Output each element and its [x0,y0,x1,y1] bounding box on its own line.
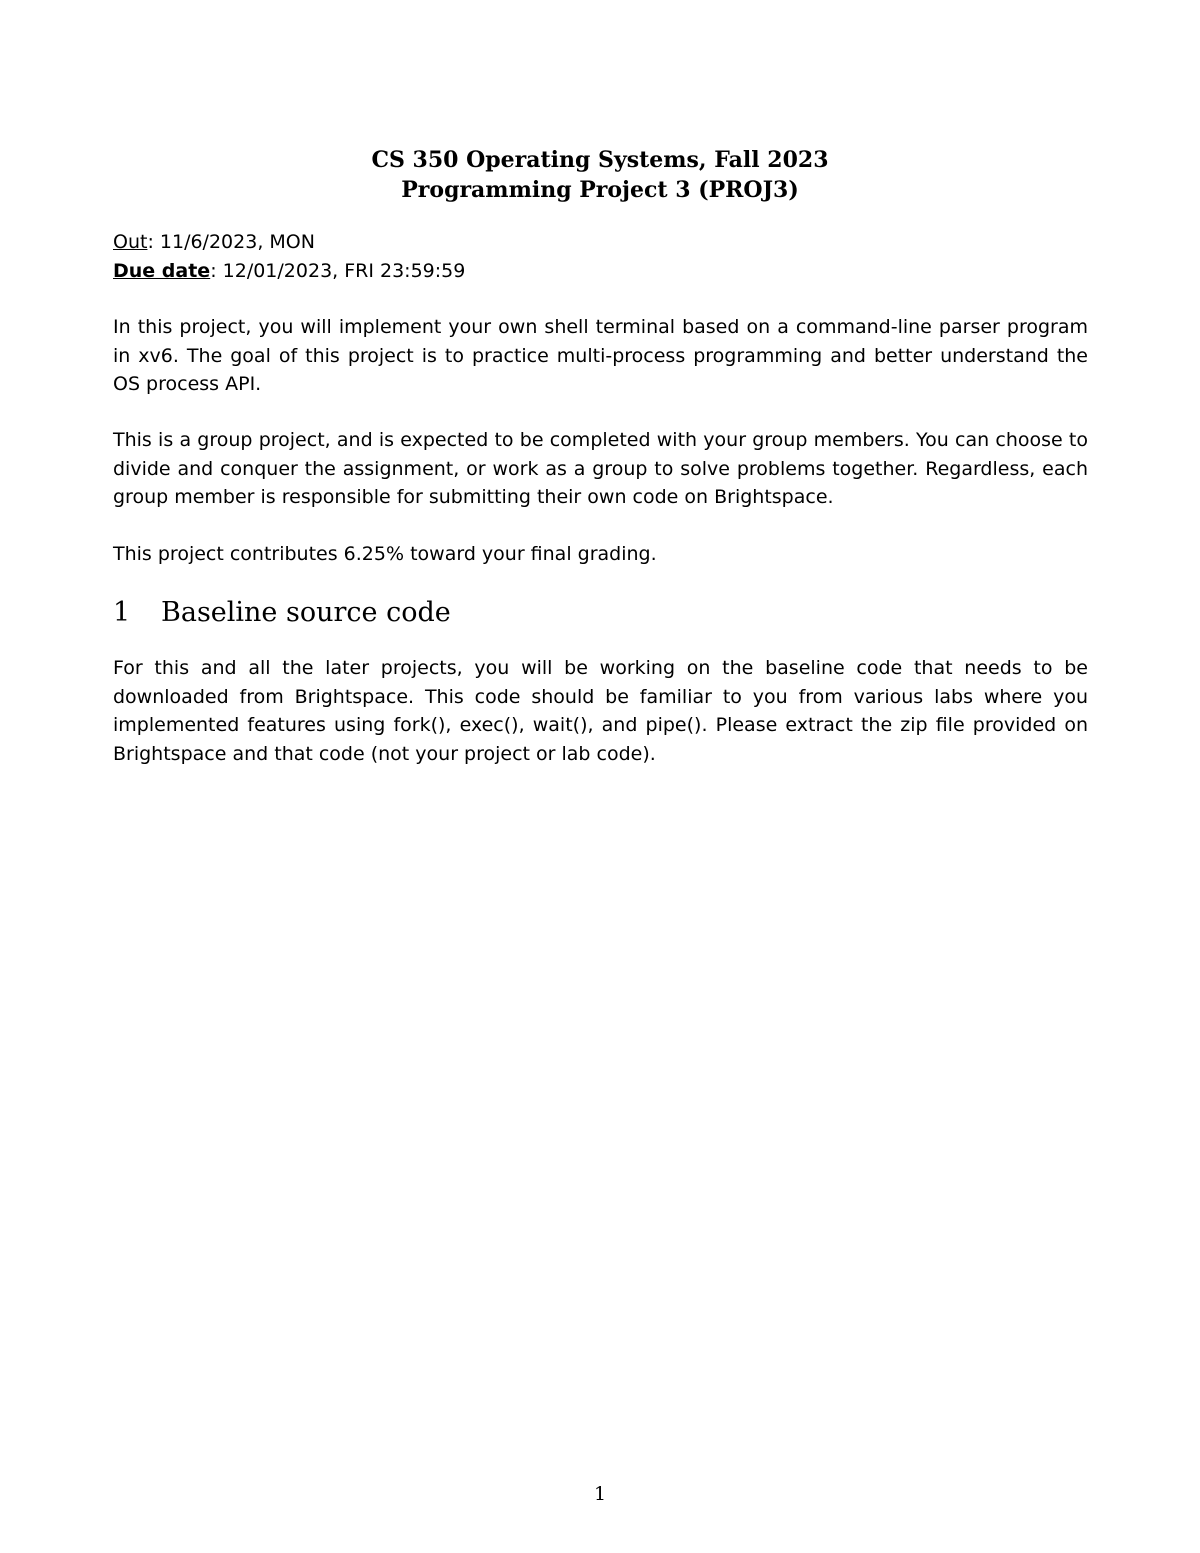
section-number: 1 [113,597,131,628]
intro-paragraph-2: This is a group project, and is expected to be completed with your group members. You can choose to divide and conquer the assignment, or work as a group to solve problems together. Regardless, each group member is responsible for submitting their own code on Brightspace. [113,429,1088,508]
section-heading [113,596,451,630]
section-1-paragraph: For this and all the later projects, you will be working on the baseline code that needs to be downloaded from Brightspace. This code should be familiar to you from various labs where you implemented features using fork(), exec(), wait(), and pipe(). Please extract the zip file provided on Brightspace and that code (not your project or lab code). [113,657,1088,765]
dates-block [113,228,465,286]
due-value: : 12/01/2023, FRI 23:59:59 [210,260,466,282]
out-label: Out [113,231,148,253]
out-value: : 11/6/2023, MON [147,231,315,253]
project-title: Programming Project 3 (PROJ3) [401,177,799,203]
title-block [0,145,1200,205]
intro-paragraph-1: In this project, you will implement your own shell terminal based on a command-line parser program in xv6. The goal of this project is to practice multi-process programming and better understand the OS process API. [113,316,1088,395]
intro-paragraph-3: This project contributes 6.25% toward your final grading. [113,543,657,565]
course-title: CS 350 Operating Systems, Fall 2023 [371,147,829,173]
out-date-line [113,228,465,257]
due-label: Due date [113,260,211,282]
page-number: 1 [593,1483,607,1505]
section-title: Baseline source code [161,597,451,628]
due-date-line [113,257,465,286]
